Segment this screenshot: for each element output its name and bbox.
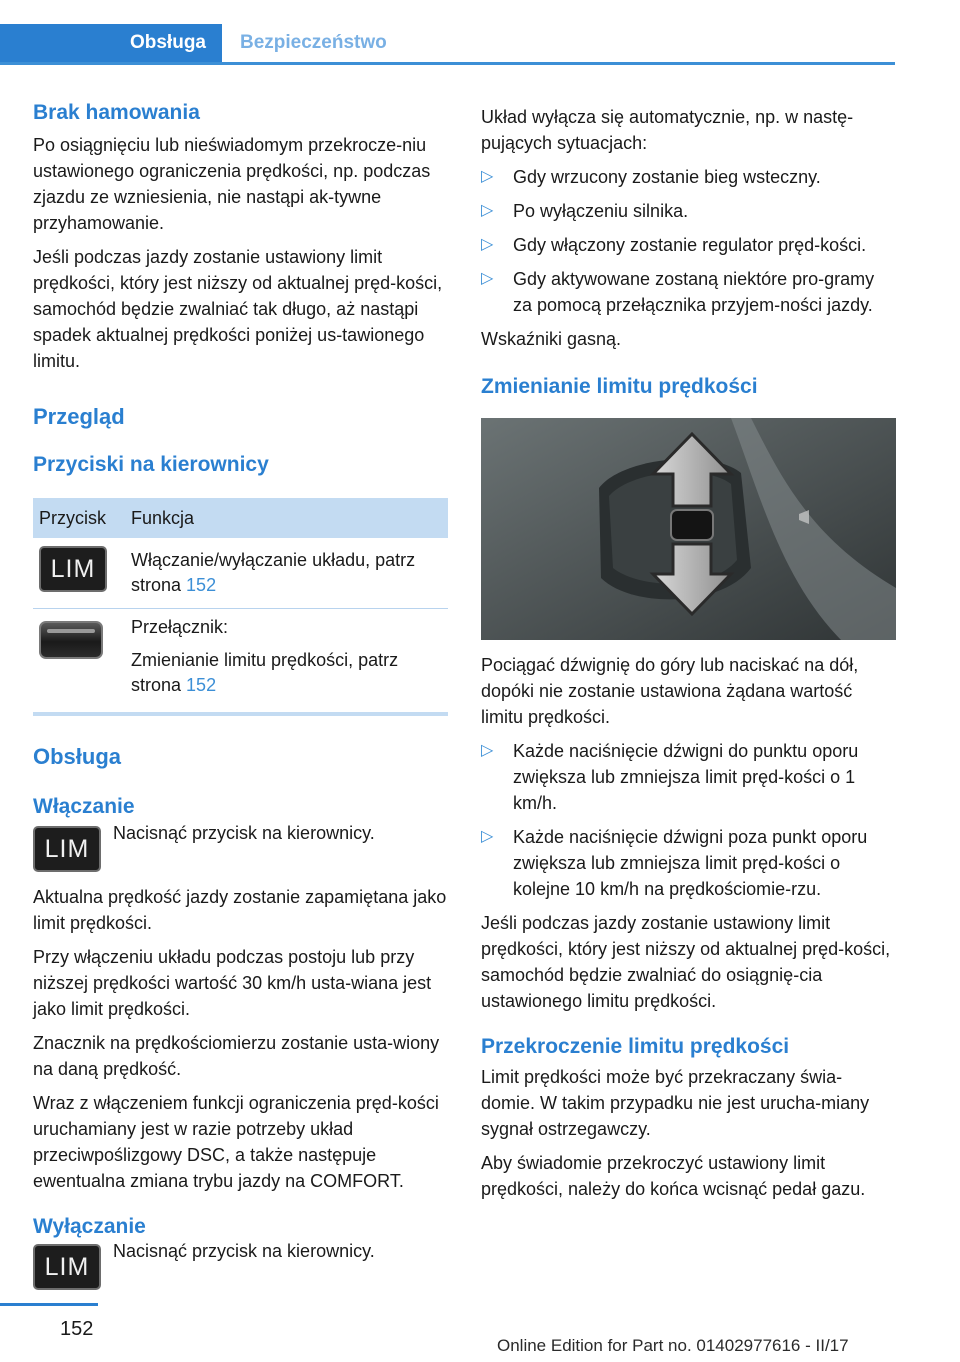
table-header-funkcja: Funkcja: [125, 498, 448, 538]
page-number-rule: [0, 1303, 98, 1306]
buttons-table: [33, 498, 448, 716]
list-item: ▷ Gdy aktywowane zostaną niektóre pro-gramy za pomocą przełącznika przyjem-ności jazdy.: [481, 266, 896, 318]
header-tabs: [0, 24, 895, 65]
wraz-paragraph: Wraz z włączeniem funkcji ograniczenia pręd-kości uruchamiany jest w razie potrzeby układ przeciwpoślizgowy DSC, a także następuje ewentualna zmiana trybu jazdy na COMFORT.: [33, 1093, 439, 1191]
triangle-bullet-icon: ▷: [481, 202, 494, 219]
obsluga-heading: Obsługa: [33, 744, 122, 769]
left-column: [33, 98, 448, 1290]
auto-off-list: [481, 164, 896, 318]
przyciski-heading: Przyciski na kierownicy: [33, 453, 269, 476]
przeglad-heading: Przegląd: [33, 404, 125, 429]
przekroczenie-heading: Przekroczenie limitu prędkości: [481, 1035, 790, 1058]
tab-bezpieczenstwo[interactable]: Bezpieczeństwo: [240, 32, 387, 53]
list-item: ▷ Gdy włączony zostanie regulator pręd-kości.: [481, 232, 896, 258]
lim-button-icon: LIM: [33, 826, 101, 872]
lim-button-icon: LIM: [39, 546, 107, 592]
rocker-switch-icon: [39, 621, 103, 659]
edition-footer: Online Edition for Part no. 01402977616 - II/17: [497, 1336, 849, 1355]
wlaczanie-instruction: Nacisnąć przycisk na kierownicy.: [113, 823, 375, 843]
pociagac-paragraph: Pociągać dźwignię do góry lub naciskać na dół, dopóki nie zostanie ustawiona żądana wartość limitu prędkości.: [481, 655, 859, 727]
przy-paragraph: Przy włączeniu układu podczas postoju lub przy niższej prędkości wartość 30 km/h usta-wiana jest jako limit prędkości.: [33, 947, 432, 1019]
row2-function-a: Przełącznik:: [131, 617, 229, 637]
tab-obsluga[interactable]: Obsługa: [0, 24, 222, 62]
aby-paragraph: Aby świadomie przekroczyć ustawiony limit prędkości, należy do końca wcisnąć pedał gazu.: [481, 1153, 866, 1199]
row1-function: Włączanie/wyłączanie układu, patrz strona: [131, 550, 416, 595]
page-number: 152: [60, 1318, 94, 1340]
list-item: ▷ Gdy wrzucony zostanie bieg wsteczny.: [481, 164, 896, 190]
wylaczanie-instruction: Nacisnąć przycisk na kierownicy.: [113, 1241, 375, 1261]
lim-button-icon: LIM: [33, 1244, 101, 1290]
wlaczanie-heading: Włączanie: [33, 795, 135, 818]
limit-paragraph: Limit prędkości może być przekraczany świa-domie. W takim przypadku nie jest urucha-miany sygnał ostrzegawczy.: [481, 1067, 870, 1139]
steering-wheel-illustration: [481, 418, 896, 640]
list-item: ▷ Każde naciśnięcie dźwigni poza punkt oporu zwiększa lub zmniejsza limit pręd-kości o kolejne 10 km/h na prędkościomie-rzu.: [481, 824, 896, 902]
aktualna-paragraph: Aktualna prędkość jazdy zostanie zapamiętana jako limit prędkości.: [33, 887, 447, 933]
triangle-bullet-icon: ▷: [481, 236, 494, 253]
auto-off-intro: Układ wyłącza się automatycznie, np. w nastę-pujących sytuacjach:: [481, 107, 854, 153]
table-row: [33, 538, 448, 609]
brak-paragraph-2: Jeśli podczas jazdy zostanie ustawiony limit prędkości, który jest niższy od aktualnej pręd-kości, samochód będzie zwalniać tak długo, aż nastąpi spadek aktualnej prędkości poniżej us-tawionego limitu.: [33, 247, 443, 371]
table-row: [33, 609, 448, 715]
wskazniki-text: Wskaźniki gasną.: [481, 329, 622, 349]
triangle-bullet-icon: ▷: [481, 742, 494, 759]
list-item: ▷ Każde naciśnięcie dźwigni do punktu oporu zwiększa lub zmniejsza limit pręd-kości o 1 km/h.: [481, 738, 896, 816]
znacznik-paragraph: Znacznik na prędkościomierzu zostanie usta-wiony na daną prędkość.: [33, 1033, 440, 1079]
triangle-bullet-icon: ▷: [481, 168, 494, 185]
row2-function-b: Zmienianie limitu prędkości, patrz strona: [131, 650, 399, 695]
wylaczanie-heading: Wyłączanie: [33, 1215, 146, 1238]
row1-page-link[interactable]: 152: [186, 575, 217, 595]
triangle-bullet-icon: ▷: [481, 828, 494, 845]
steering-wheel-photo: [481, 418, 896, 640]
row2-page-link[interactable]: 152: [186, 675, 217, 695]
jesli-paragraph: Jeśli podczas jazdy zostanie ustawiony limit prędkości, który jest niższy od aktualnej pręd-kości, samochód będzie zwalniać do osiągnię-cia ustawionego limitu prędkości.: [481, 913, 891, 1011]
brak-hamowania-heading: Brak hamowania: [33, 101, 200, 124]
zmienianie-heading: Zmienianie limitu prędkości: [481, 375, 758, 398]
brak-paragraph-1: Po osiągnięciu lub nieświadomym przekrocze-niu ustawionego ograniczenia prędkości, np. podczas zjazdu ze wzniesienia, nie nastąpi ak-tywne przyhamowanie.: [33, 135, 431, 233]
list-item: ▷ Po wyłączeniu silnika.: [481, 198, 896, 224]
triangle-bullet-icon: ▷: [481, 270, 494, 287]
table-header-przycisk: Przycisk: [33, 498, 125, 538]
right-column: [481, 104, 896, 1202]
lever-list: [481, 738, 896, 902]
